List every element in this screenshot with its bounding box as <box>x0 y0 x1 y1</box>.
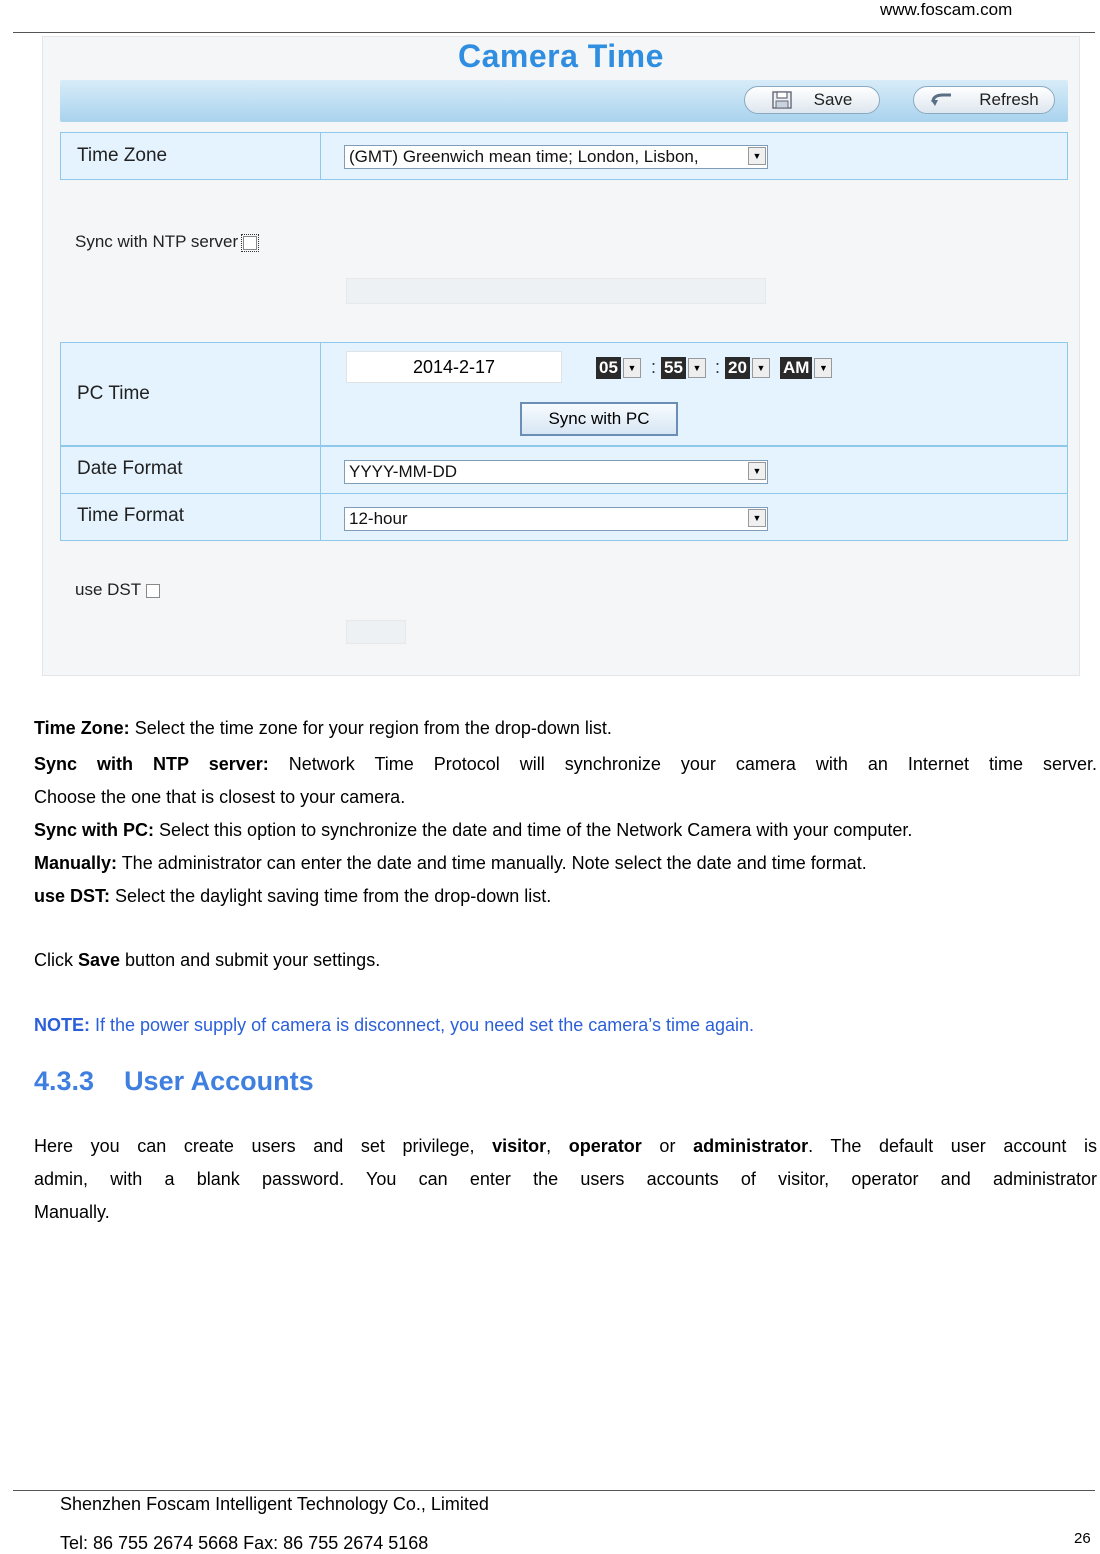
second-select[interactable] <box>725 357 770 379</box>
operator-term: operator <box>568 1136 642 1156</box>
time-format-row <box>60 493 1068 541</box>
desc-sync-pc <box>34 818 1097 842</box>
panel-title: Camera Time <box>458 38 664 74</box>
desc-term: Sync with NTP server: <box>34 754 269 774</box>
time-format-value: 12-hour <box>349 509 408 528</box>
desc-sync-ntp <box>34 752 1097 776</box>
instruction-text: Click <box>34 950 78 970</box>
use-dst-label: use DST <box>75 580 141 599</box>
sync-ntp-checkbox[interactable] <box>243 236 257 250</box>
use-dst-row <box>75 580 160 600</box>
ntp-server-field-disabled <box>346 278 766 304</box>
sync-ntp-label: Sync with NTP server <box>75 232 239 251</box>
user-accounts-line-1 <box>34 1134 1097 1158</box>
body-text: , <box>546 1136 569 1156</box>
chevron-down-icon: ▼ <box>623 358 641 378</box>
save-button-label: Save <box>813 90 853 109</box>
instruction-text: button and submit your settings. <box>120 950 381 970</box>
desc-text: Select the daylight saving time from the drop-down list. <box>110 886 552 906</box>
visitor-term: visitor <box>492 1136 547 1156</box>
time-zone-select[interactable] <box>344 145 768 169</box>
date-input[interactable]: 2014-2-17 <box>346 351 562 383</box>
time-format-select[interactable] <box>344 507 768 531</box>
section-title: User Accounts <box>124 1066 314 1096</box>
chevron-down-icon: ▼ <box>814 358 832 378</box>
user-accounts-line-3: Manually. <box>34 1202 110 1222</box>
time-zone-label: Time Zone <box>61 133 321 179</box>
desc-text: Network Time Protocol will synchronize your camera with an Internet time server. <box>268 754 1097 774</box>
desc-use-dst <box>34 884 1097 908</box>
desc-term: Manually: <box>34 853 118 873</box>
header-url: www.foscam.com <box>880 0 1013 19</box>
time-zone-value: (GMT) Greenwich mean time; London, Lisbon, <box>349 147 699 166</box>
chevron-down-icon: ▼ <box>748 509 766 527</box>
refresh-arrow-icon <box>929 91 957 109</box>
footer-company: Shenzhen Foscam Intelligent Technology Co., Limited <box>60 1494 489 1514</box>
desc-text: Select this option to synchronize the date and time of the Network Camera with your computer. <box>154 820 913 840</box>
pc-time-row <box>60 342 1068 446</box>
chevron-down-icon: ▼ <box>748 147 766 165</box>
toolbar <box>60 80 1068 122</box>
footer-divider <box>13 1490 1095 1491</box>
date-format-value: YYYY-MM-DD <box>349 462 457 481</box>
desc-term: Sync with PC: <box>34 820 155 840</box>
chevron-down-icon: ▼ <box>748 462 766 480</box>
refresh-button-label: Refresh <box>979 90 1039 109</box>
section-heading <box>34 1066 314 1097</box>
ampm-select[interactable] <box>780 357 832 379</box>
body-text: or <box>641 1136 694 1156</box>
time-zone-row <box>60 132 1068 180</box>
chevron-down-icon: ▼ <box>752 358 770 378</box>
sync-ntp-row <box>75 232 257 252</box>
desc-term: use DST: <box>34 886 111 906</box>
desc-term: Time Zone: <box>34 718 130 738</box>
administrator-term: administrator <box>693 1136 809 1156</box>
ampm-value: AM <box>780 357 812 379</box>
desc-manually <box>34 851 1097 875</box>
hour-select[interactable] <box>596 357 641 379</box>
chevron-down-icon: ▼ <box>688 358 706 378</box>
sync-with-pc-button[interactable]: Sync with PC <box>520 402 678 436</box>
page-number: 26 <box>1074 1530 1091 1547</box>
body-text: . The default user account is <box>808 1136 1097 1156</box>
save-button[interactable] <box>744 86 880 114</box>
body-text: Here you can create users and set privilege, <box>34 1136 493 1156</box>
note-term: NOTE: <box>34 1015 90 1035</box>
desc-time-zone <box>34 716 1097 740</box>
refresh-button[interactable] <box>913 86 1055 114</box>
section-number: 4.3.3 <box>34 1066 95 1096</box>
time-separator: : <box>651 357 657 377</box>
minute-select[interactable] <box>661 357 706 379</box>
note-text: If the power supply of camera is disconnect, you need set the camera’s time again. <box>90 1015 755 1035</box>
date-format-row <box>60 446 1068 494</box>
pc-time-label: PC Time <box>61 343 321 445</box>
desc-sync-ntp-cont: Choose the one that is closest to your camera. <box>34 787 406 807</box>
user-accounts-line-2: admin, with a blank password. You can enter the users accounts of visitor, operator and administrator <box>34 1169 1097 1189</box>
click-save-instruction <box>34 948 1097 972</box>
dst-field-disabled <box>346 620 406 644</box>
desc-text: Select the time zone for your region from the drop-down list. <box>129 718 612 738</box>
header-divider <box>13 32 1095 33</box>
date-format-select[interactable] <box>344 460 768 484</box>
save-term: Save <box>78 950 121 970</box>
desc-text: The administrator can enter the date and time manually. Note select the date and time format. <box>117 853 867 873</box>
time-format-label: Time Format <box>61 494 321 540</box>
note <box>34 1013 1097 1037</box>
date-format-label: Date Format <box>61 447 321 493</box>
hour-value: 05 <box>596 357 621 379</box>
time-separator: : <box>715 357 721 377</box>
use-dst-checkbox[interactable] <box>146 584 160 598</box>
second-value: 20 <box>725 357 750 379</box>
minute-value: 55 <box>661 357 686 379</box>
footer-contact: Tel: 86 755 2674 5668 Fax: 86 755 2674 5168 <box>60 1533 429 1553</box>
floppy-disk-icon <box>772 91 792 109</box>
